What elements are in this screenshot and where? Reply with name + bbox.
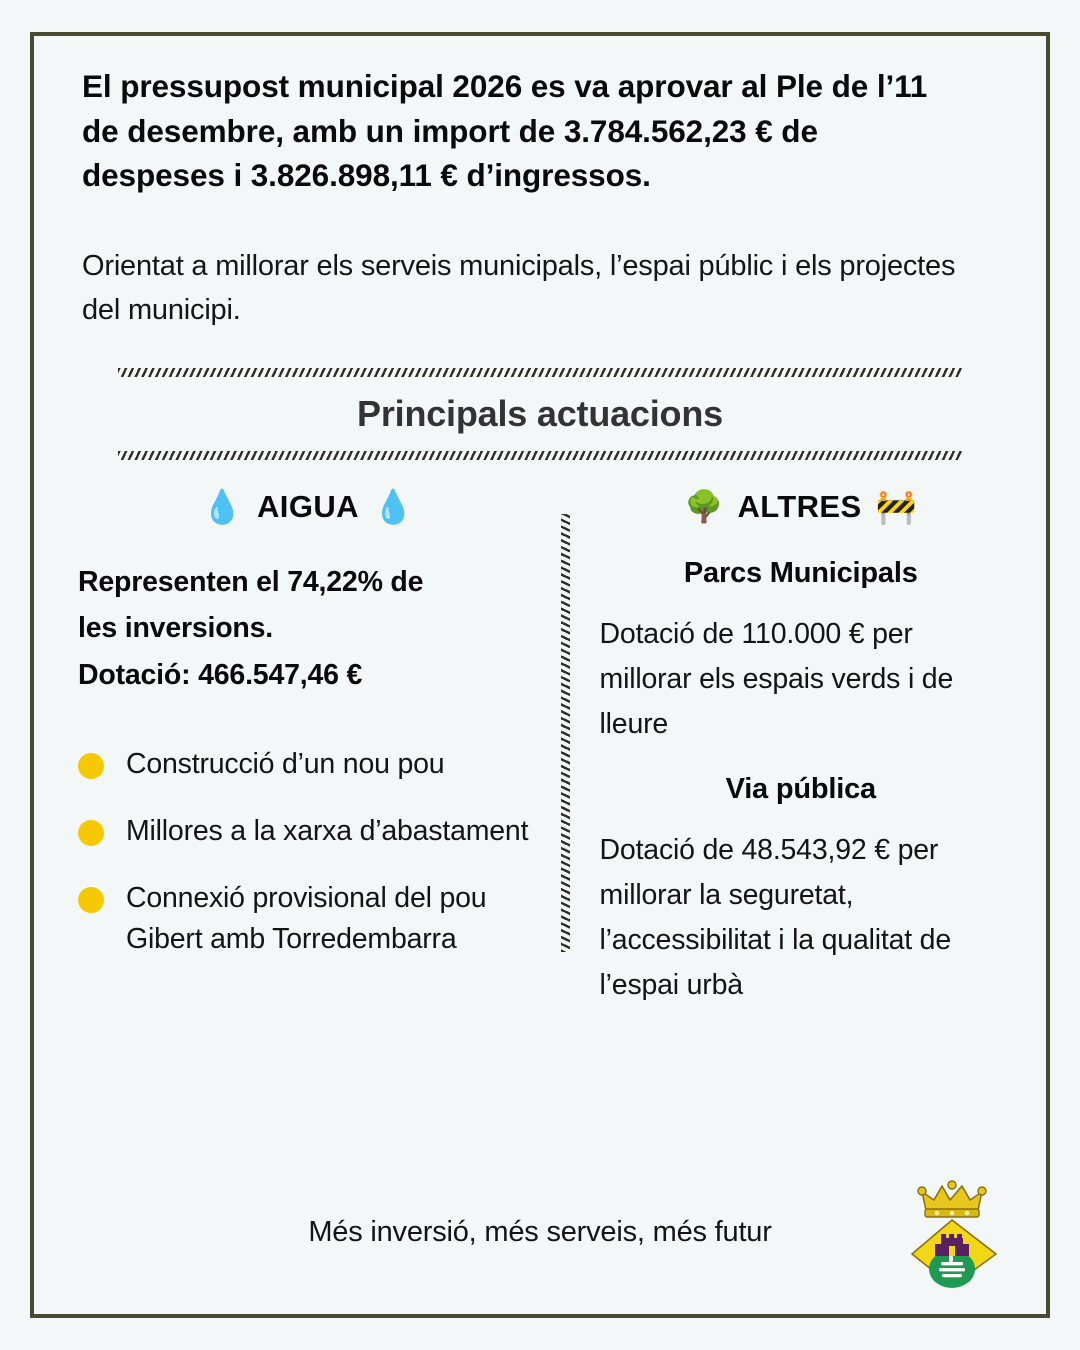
hatched-divider-bottom bbox=[118, 451, 962, 460]
bullet-dot-icon bbox=[78, 887, 104, 913]
bullet-dot-icon bbox=[78, 753, 104, 779]
column-altres bbox=[588, 490, 1002, 1008]
municipal-coat-of-arms bbox=[908, 1176, 1004, 1288]
subsection-title-via-publica: Via pública bbox=[725, 773, 876, 806]
headline-line-2: de desembre, amb un import de 3.784.562,23 € de bbox=[82, 112, 818, 149]
column-aigua-title: AIGUA bbox=[257, 489, 359, 525]
section-title: Principals actuacions bbox=[357, 393, 723, 435]
aigua-lead-line-3: Dotació: 466.547,46 € bbox=[78, 658, 363, 691]
subsection-body-parcs: Dotació de 110.000 € per millorar els espais verds i de lleure bbox=[599, 618, 954, 741]
column-altres-header bbox=[600, 488, 1002, 526]
headline-block bbox=[78, 64, 1002, 198]
bullet-text: Millores a la xarxa d’abastament bbox=[126, 814, 529, 847]
poster-content bbox=[34, 36, 1046, 1314]
footer-slogan: Més inversió, més serveis, més futur bbox=[308, 1216, 772, 1248]
tree-icon: 🌳 bbox=[684, 489, 724, 525]
water-drop-icon: 💧 bbox=[372, 488, 415, 526]
crown-icon bbox=[918, 1181, 986, 1217]
list-item bbox=[78, 744, 538, 785]
column-altres-title: ALTRES bbox=[737, 489, 862, 525]
section-band bbox=[78, 368, 1002, 460]
intro-paragraph: Orientat a millorar els serveis municipals, l’espai públic i els projectes del municipi. bbox=[82, 250, 956, 327]
construction-barrier-icon: 🚧 bbox=[875, 488, 918, 526]
aigua-bullet-list bbox=[78, 744, 538, 960]
headline-line-3: despeses i 3.826.898,11 € d’ingressos. bbox=[82, 157, 651, 194]
water-drop-icon: 💧 bbox=[201, 488, 244, 526]
bullet-dot-icon bbox=[78, 820, 104, 846]
aigua-lead-line-1: Representen el 74,22% de bbox=[78, 566, 424, 599]
hatched-divider-top bbox=[118, 368, 962, 377]
subsection-title-parcs: Parcs Municipals bbox=[683, 557, 918, 590]
column-aigua-header bbox=[78, 488, 538, 526]
headline-line-1: El pressupost municipal 2026 es va aprovar al Ple de l’11 bbox=[82, 68, 928, 104]
aigua-lead-line-2: les inversions. bbox=[78, 612, 274, 645]
subsection-body-via-publica: Dotació de 48.543,92 € per millorar la seguretat, l’accessibilitat i la qualitat de l’espai urbà bbox=[599, 834, 951, 1002]
hatched-divider-vertical bbox=[561, 514, 570, 952]
list-item bbox=[78, 878, 538, 960]
list-item bbox=[78, 811, 538, 852]
bullet-text: Construcció d’un nou pou bbox=[126, 747, 445, 780]
two-column-area bbox=[78, 490, 1002, 1008]
column-aigua bbox=[78, 490, 544, 1008]
column-divider-wrap bbox=[544, 490, 588, 1008]
shield-lozenge bbox=[912, 1220, 996, 1288]
bullet-text: Connexió provisional del pou Gibert amb Torredembarra bbox=[126, 881, 487, 955]
poster-frame bbox=[30, 32, 1050, 1318]
poster-footer bbox=[34, 1176, 1046, 1296]
